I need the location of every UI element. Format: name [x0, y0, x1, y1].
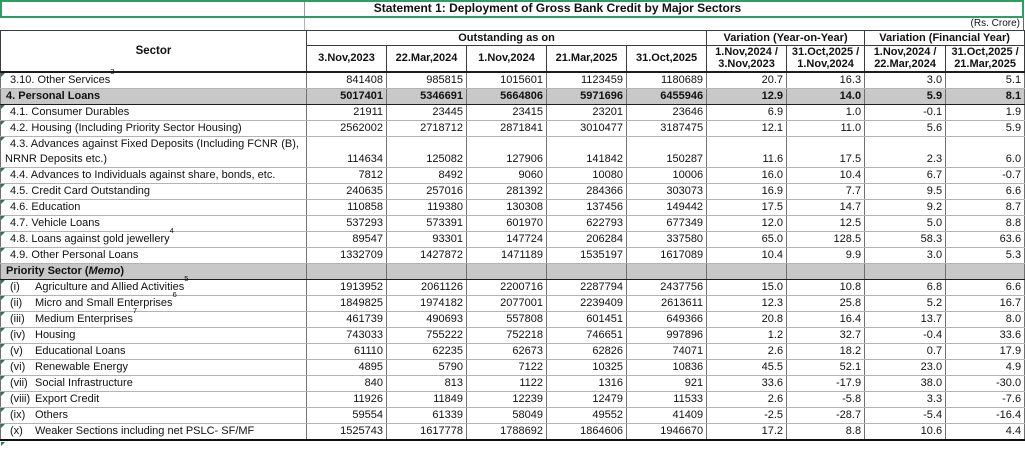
value-cell[interactable]: 13.7	[865, 311, 946, 327]
value-cell[interactable]: 16.7	[946, 295, 1025, 311]
value-cell[interactable]: 10080	[547, 167, 627, 183]
value-cell[interactable]: 3.0	[865, 247, 946, 263]
value-cell[interactable]: 1788692	[467, 423, 547, 440]
cell-indicator-icon	[1, 408, 5, 412]
date-column-header[interactable]: 21.Mar,2025	[547, 46, 627, 72]
value-cell[interactable]: 1015601	[467, 72, 547, 89]
value-cell[interactable]	[865, 263, 946, 279]
value-cell[interactable]: 840	[307, 375, 387, 391]
table-row	[1, 327, 1025, 343]
value-cell[interactable]: 8.7	[946, 199, 1025, 215]
value-cell[interactable]: 1332709	[307, 247, 387, 263]
unit-note-row	[0, 18, 1024, 30]
value-cell[interactable]: 58.3	[865, 231, 946, 247]
cell-indicator-icon	[1, 344, 5, 348]
value-cell[interactable]: 7812	[307, 167, 387, 183]
value-cell[interactable]: 5.2	[865, 295, 946, 311]
value-cell[interactable]: 58049	[467, 407, 547, 423]
value-cell[interactable]: 52.1	[787, 359, 865, 375]
value-cell[interactable]: 23646	[627, 104, 707, 120]
value-cell[interactable]: 6.7	[865, 167, 946, 183]
value-cell[interactable]: 1123459	[547, 72, 627, 89]
value-cell[interactable]: 303073	[627, 183, 707, 199]
value-cell[interactable]: 601970	[467, 215, 547, 231]
sector-cell[interactable]: 4.1. Consumer Durables	[1, 104, 307, 120]
value-cell[interactable]: 49552	[547, 407, 627, 423]
sector-column-header[interactable]: Sector	[1, 31, 307, 72]
value-cell[interactable]: 2562002	[307, 120, 387, 136]
value-cell[interactable]: 10325	[547, 359, 627, 375]
table-row	[1, 407, 1025, 423]
value-cell[interactable]: 2200716	[467, 279, 547, 295]
sector-cell[interactable]: 4.4. Advances to Individuals against share, bonds, etc.	[1, 167, 307, 183]
value-cell[interactable]: 6.6	[946, 183, 1025, 199]
sector-cell[interactable]: 4.9. Other Personal Loans	[1, 247, 307, 263]
value-cell[interactable]: 601451	[547, 311, 627, 327]
cell-indicator-icon	[1, 121, 5, 125]
value-cell[interactable]: 622793	[547, 215, 627, 231]
value-cell[interactable]: 5.6	[865, 120, 946, 136]
value-cell[interactable]: 3010477	[547, 120, 627, 136]
value-cell[interactable]: 150287	[627, 136, 707, 167]
value-cell[interactable]: 8492	[387, 167, 467, 183]
value-cell[interactable]: 7122	[467, 359, 547, 375]
value-cell[interactable]: 1.9	[946, 104, 1025, 120]
value-cell[interactable]: 59554	[307, 407, 387, 423]
cell-indicator-icon	[1, 328, 5, 332]
value-cell[interactable]: 16.0	[707, 167, 787, 183]
table-row	[1, 120, 1025, 136]
value-cell[interactable]: 128.5	[787, 231, 865, 247]
table-row	[1, 136, 1025, 167]
value-cell[interactable]: 5017401	[307, 88, 387, 104]
value-cell[interactable]: 1849825	[307, 295, 387, 311]
cell-indicator-icon	[1, 248, 5, 252]
value-cell[interactable]: 41409	[627, 407, 707, 423]
value-cell[interactable]: 10836	[627, 359, 707, 375]
value-cell[interactable]: 45.5	[707, 359, 787, 375]
value-cell[interactable]: -5.4	[865, 407, 946, 423]
sector-cell[interactable]: 4.8. Loans against gold jewellery$^4$	[1, 231, 307, 247]
value-cell[interactable]: 14.0	[787, 88, 865, 104]
value-cell[interactable]: 17.2	[707, 423, 787, 440]
value-cell[interactable]: 1864606	[547, 423, 627, 440]
value-cell[interactable]: -2.5	[707, 407, 787, 423]
table-body	[1, 66, 1025, 440]
value-cell[interactable]: 240635	[307, 183, 387, 199]
value-cell[interactable]: 89547	[307, 231, 387, 247]
value-cell[interactable]: 119380	[387, 199, 467, 215]
value-cell[interactable]: 490693	[387, 311, 467, 327]
value-cell[interactable]: 0.7	[865, 343, 946, 359]
variation-column-header[interactable]: 1.Nov,2024 / 22.Mar,2024	[865, 46, 946, 72]
value-cell[interactable]: 23201	[547, 104, 627, 120]
value-cell[interactable]: 206284	[547, 231, 627, 247]
table-row	[1, 215, 1025, 231]
value-cell[interactable]: 4895	[307, 359, 387, 375]
next-row-indicator-icon	[1, 442, 5, 446]
value-cell[interactable]: 9.2	[865, 199, 946, 215]
value-cell[interactable]: 110858	[307, 199, 387, 215]
value-cell[interactable]: 2.6	[707, 343, 787, 359]
value-cell[interactable]	[467, 263, 547, 279]
value-cell[interactable]: 25.8	[787, 295, 865, 311]
value-cell[interactable]: 461739	[307, 311, 387, 327]
value-cell[interactable]: 18.2	[787, 343, 865, 359]
value-cell[interactable]: 32.7	[787, 327, 865, 343]
value-cell[interactable]: 11849	[387, 391, 467, 407]
value-cell[interactable]: 5790	[387, 359, 467, 375]
date-column-header[interactable]: 3.Nov,2023	[307, 46, 387, 72]
value-cell[interactable]: 63.6	[946, 231, 1025, 247]
value-cell[interactable]: 755222	[387, 327, 467, 343]
value-cell[interactable]: 2.3	[865, 136, 946, 167]
variation-column-header[interactable]: 31.Oct,2025 / 1.Nov,2024	[787, 46, 865, 72]
table-row	[1, 167, 1025, 183]
value-cell[interactable]: 2061126	[387, 279, 467, 295]
cell-indicator-icon	[1, 392, 5, 396]
variation-fy-group-header[interactable]: Variation (Financial Year)	[865, 31, 1025, 46]
value-cell[interactable]: 10.6	[865, 423, 946, 440]
value-cell[interactable]: 257016	[387, 183, 467, 199]
value-cell[interactable]: 1180689	[627, 72, 707, 89]
value-cell[interactable]: 6.0	[946, 136, 1025, 167]
table-row	[1, 343, 1025, 359]
table-row	[1, 391, 1025, 407]
table-row	[1, 311, 1025, 327]
value-cell[interactable]: 4.9	[946, 359, 1025, 375]
value-cell[interactable]: 23.0	[865, 359, 946, 375]
value-cell[interactable]: 284366	[547, 183, 627, 199]
value-cell[interactable]: 17.5	[787, 136, 865, 167]
value-cell[interactable]: 12.3	[707, 295, 787, 311]
value-cell[interactable]: 5664806	[467, 88, 547, 104]
value-cell[interactable]: 93301	[387, 231, 467, 247]
value-cell[interactable]: 1.2	[707, 327, 787, 343]
value-cell[interactable]: 5971696	[547, 88, 627, 104]
value-cell[interactable]: 16.9	[707, 183, 787, 199]
table-row	[1, 72, 1025, 89]
value-cell[interactable]: 8.8	[787, 423, 865, 440]
cell-indicator-icon	[1, 184, 5, 188]
value-cell[interactable]: 997896	[627, 327, 707, 343]
sector-cell[interactable]: (v) Educational Loans	[1, 343, 307, 359]
value-cell[interactable]: 985815	[387, 72, 467, 89]
value-cell[interactable]: 130308	[467, 199, 547, 215]
value-cell[interactable]: 1471189	[467, 247, 547, 263]
sector-cell[interactable]: (iv) Housing	[1, 327, 307, 343]
value-cell[interactable]: 62673	[467, 343, 547, 359]
value-cell[interactable]: 16.3	[787, 72, 865, 89]
sector-cell[interactable]: (iii) Medium Enterprises$^7$	[1, 311, 307, 327]
sector-cell[interactable]: 4.6. Education	[1, 199, 307, 215]
sector-cell[interactable]: 4.5. Credit Card Outstanding	[1, 183, 307, 199]
table-row	[1, 88, 1025, 104]
value-cell[interactable]: 38.0	[865, 375, 946, 391]
value-cell[interactable]: 74071	[627, 343, 707, 359]
value-cell[interactable]: 1525743	[307, 423, 387, 440]
value-cell[interactable]: -17.9	[787, 375, 865, 391]
value-cell[interactable]: 5.0	[865, 215, 946, 231]
value-cell[interactable]: 65.0	[707, 231, 787, 247]
value-cell[interactable]: -30.0	[946, 375, 1025, 391]
value-cell[interactable]: 61339	[387, 407, 467, 423]
value-cell[interactable]: 10006	[627, 167, 707, 183]
table-row	[1, 375, 1025, 391]
value-cell[interactable]: 1.0	[787, 104, 865, 120]
table-row	[1, 423, 1025, 440]
sector-cell[interactable]: Priority Sector (Memo)	[1, 263, 307, 279]
cell-indicator-icon	[1, 280, 5, 284]
value-cell[interactable]: 7.7	[787, 183, 865, 199]
value-cell[interactable]: 17.5	[707, 199, 787, 215]
value-cell[interactable]: 12479	[547, 391, 627, 407]
table-row	[1, 247, 1025, 263]
value-cell[interactable]: 33.6	[707, 375, 787, 391]
value-cell[interactable]: 20.7	[707, 72, 787, 89]
table-row	[1, 263, 1025, 279]
credit-table	[0, 30, 1025, 441]
value-cell[interactable]: 537293	[307, 215, 387, 231]
value-cell[interactable]: 3.3	[865, 391, 946, 407]
table-row	[1, 199, 1025, 215]
value-cell[interactable]: 5.1	[946, 72, 1025, 89]
value-cell[interactable]: 9.9	[787, 247, 865, 263]
value-cell[interactable]: 8.0	[946, 311, 1025, 327]
value-cell[interactable]: 11926	[307, 391, 387, 407]
cell-indicator-icon	[1, 232, 5, 236]
value-cell[interactable]: -0.7	[946, 167, 1025, 183]
value-cell[interactable]	[627, 263, 707, 279]
value-cell[interactable]: 11.0	[787, 120, 865, 136]
value-cell[interactable]: 921	[627, 375, 707, 391]
sector-cell[interactable]: (i) Agriculture and Allied Activities$^5$	[1, 279, 307, 295]
value-cell[interactable]: 677349	[627, 215, 707, 231]
cell-indicator-icon	[1, 312, 5, 316]
value-cell[interactable]: 17.9	[946, 343, 1025, 359]
value-cell[interactable]: 2287794	[547, 279, 627, 295]
value-cell[interactable]	[946, 263, 1025, 279]
value-cell[interactable]: 12239	[467, 391, 547, 407]
cell-indicator-icon	[1, 360, 5, 364]
value-cell[interactable]	[547, 263, 627, 279]
sector-cell[interactable]: 4. Personal Loans	[1, 88, 307, 104]
value-cell[interactable]: 1535197	[547, 247, 627, 263]
value-cell[interactable]: 6.8	[865, 279, 946, 295]
value-cell[interactable]: 8.1	[946, 88, 1025, 104]
value-cell[interactable]: 11.6	[707, 136, 787, 167]
cell-indicator-icon	[1, 105, 5, 109]
column-divider	[304, 18, 305, 30]
sector-cell[interactable]: (viii) Export Credit	[1, 391, 307, 407]
statement-title: Statement 1: Deployment of Gross Bank Credit by Major Sectors	[373, 1, 742, 15]
date-column-header[interactable]: 22.Mar,2024	[387, 46, 467, 72]
variation-column-header[interactable]: 31.Oct,2025 / 21.Mar,2025	[946, 46, 1025, 72]
value-cell[interactable]: -0.1	[865, 104, 946, 120]
value-cell[interactable]: 1913952	[307, 279, 387, 295]
value-cell[interactable]: 9.5	[865, 183, 946, 199]
value-cell[interactable]: 281392	[467, 183, 547, 199]
cell-indicator-icon	[1, 137, 5, 141]
value-cell[interactable]: 3.0	[865, 72, 946, 89]
variation-column-header[interactable]: 1.Nov,2024 / 3.Nov,2023	[707, 46, 787, 72]
sector-cell[interactable]: (vii) Social Infrastructure	[1, 375, 307, 391]
value-cell[interactable]: 1974182	[387, 295, 467, 311]
value-cell[interactable]: 9060	[467, 167, 547, 183]
value-cell[interactable]: -7.6	[946, 391, 1025, 407]
table-row	[1, 183, 1025, 199]
value-cell[interactable]: 114634	[307, 136, 387, 167]
bottom-strip	[0, 441, 1024, 451]
value-cell[interactable]: 33.6	[946, 327, 1025, 343]
value-cell[interactable]	[307, 263, 387, 279]
cell-indicator-icon	[1, 376, 5, 380]
value-cell[interactable]: 1617778	[387, 423, 467, 440]
cell-indicator-icon	[1, 168, 5, 172]
table-row	[1, 104, 1025, 120]
sector-cell[interactable]: 3.10. Other Services$^3$	[1, 72, 307, 89]
title-strip	[0, 0, 1024, 18]
value-cell[interactable]: 752218	[467, 327, 547, 343]
value-cell[interactable]: 573391	[387, 215, 467, 231]
value-cell[interactable]: 11533	[627, 391, 707, 407]
value-cell[interactable]: 1617089	[627, 247, 707, 263]
value-cell[interactable]: 12.5	[787, 215, 865, 231]
value-cell[interactable]: 6455946	[627, 88, 707, 104]
value-cell[interactable]: 149442	[627, 199, 707, 215]
table-row	[1, 279, 1025, 295]
value-cell[interactable]: 21911	[307, 104, 387, 120]
value-cell[interactable]: 20.8	[707, 311, 787, 327]
value-cell[interactable]: 147724	[467, 231, 547, 247]
sector-cell[interactable]: (vi) Renewable Energy	[1, 359, 307, 375]
value-cell[interactable]: 2.6	[707, 391, 787, 407]
value-cell[interactable]: 141842	[547, 136, 627, 167]
value-cell[interactable]: 6.6	[946, 279, 1025, 295]
value-cell[interactable]: 1316	[547, 375, 627, 391]
value-cell[interactable]: 137456	[547, 199, 627, 215]
value-cell[interactable]: 2239409	[547, 295, 627, 311]
value-cell[interactable]: 2437756	[627, 279, 707, 295]
cell-indicator-icon	[1, 200, 5, 204]
unit-note: (Rs. Crore)	[970, 18, 1020, 29]
value-cell[interactable]: 5.3	[946, 247, 1025, 263]
value-cell[interactable]: 125082	[387, 136, 467, 167]
value-cell[interactable]: -5.8	[787, 391, 865, 407]
value-cell[interactable]: 2613611	[627, 295, 707, 311]
value-cell[interactable]: 15.0	[707, 279, 787, 295]
value-cell[interactable]: 649366	[627, 311, 707, 327]
value-cell[interactable]	[787, 263, 865, 279]
value-cell[interactable]: 8.8	[946, 215, 1025, 231]
value-cell[interactable]	[707, 263, 787, 279]
value-cell[interactable]: 12.1	[707, 120, 787, 136]
value-cell[interactable]: 23415	[467, 104, 547, 120]
value-cell[interactable]: 10.4	[707, 247, 787, 263]
cell-indicator-icon	[1, 424, 5, 428]
value-cell[interactable]: 5.9	[946, 120, 1025, 136]
value-cell[interactable]: 10.4	[787, 167, 865, 183]
value-cell[interactable]: 10.8	[787, 279, 865, 295]
value-cell[interactable]: 61110	[307, 343, 387, 359]
value-cell[interactable]: 12.0	[707, 215, 787, 231]
value-cell[interactable]: 14.7	[787, 199, 865, 215]
value-cell[interactable]: 1122	[467, 375, 547, 391]
value-cell[interactable]: 841408	[307, 72, 387, 89]
group-header-row	[1, 31, 1025, 46]
sector-cell[interactable]: (x) Weaker Sections including net PSLC- SF/MF	[1, 423, 307, 440]
value-cell[interactable]: 5.9	[865, 88, 946, 104]
sector-cell[interactable]: 4.2. Housing (Including Priority Sector Housing)	[1, 120, 307, 136]
outstanding-group-header[interactable]: Outstanding as on	[307, 31, 707, 46]
value-cell[interactable]: 2871841	[467, 120, 547, 136]
value-cell[interactable]: 2718712	[387, 120, 467, 136]
title-strip-empty-cell	[2, 2, 305, 16]
sector-cell[interactable]: (ii) Micro and Small Enterprises$^6$	[1, 295, 307, 311]
value-cell[interactable]: 2077001	[467, 295, 547, 311]
cell-indicator-icon	[1, 296, 5, 300]
value-cell[interactable]: 12.9	[707, 88, 787, 104]
value-cell[interactable]	[387, 263, 467, 279]
value-cell[interactable]: -0.4	[865, 327, 946, 343]
value-cell[interactable]: 337580	[627, 231, 707, 247]
variation-yoy-group-header[interactable]: Variation (Year-on-Year)	[707, 31, 865, 46]
value-cell[interactable]: 4.4	[946, 423, 1025, 440]
table-row	[1, 295, 1025, 311]
value-cell[interactable]: -16.4	[946, 407, 1025, 423]
value-cell[interactable]: 1427872	[387, 247, 467, 263]
value-cell[interactable]: 62826	[547, 343, 627, 359]
value-cell[interactable]: 5346691	[387, 88, 467, 104]
value-cell[interactable]: 743033	[307, 327, 387, 343]
table-row	[1, 231, 1025, 247]
value-cell[interactable]: 16.4	[787, 311, 865, 327]
value-cell[interactable]: 557808	[467, 311, 547, 327]
table-header	[1, 31, 1025, 72]
value-cell[interactable]: -28.7	[787, 407, 865, 423]
value-cell[interactable]: 23445	[387, 104, 467, 120]
date-column-header[interactable]: 31.Oct,2025	[627, 46, 707, 72]
cell-indicator-icon	[1, 216, 5, 220]
value-cell[interactable]: 6.9	[707, 104, 787, 120]
value-cell[interactable]: 813	[387, 375, 467, 391]
sector-cell[interactable]: (ix) Others	[1, 407, 307, 423]
value-cell[interactable]: 127906	[467, 136, 547, 167]
cell-indicator-icon	[1, 73, 5, 77]
value-cell[interactable]: 3187475	[627, 120, 707, 136]
value-cell[interactable]: 746651	[547, 327, 627, 343]
value-cell[interactable]: 1946670	[627, 423, 707, 440]
sector-cell[interactable]: 4.3. Advances against Fixed Deposits (Including FCNR (B), NRNR Deposits etc.)	[1, 136, 307, 167]
value-cell[interactable]: 62235	[387, 343, 467, 359]
table-row	[1, 359, 1025, 375]
sector-cell[interactable]: 4.7. Vehicle Loans	[1, 215, 307, 231]
date-column-header[interactable]: 1.Nov,2024	[467, 46, 547, 72]
